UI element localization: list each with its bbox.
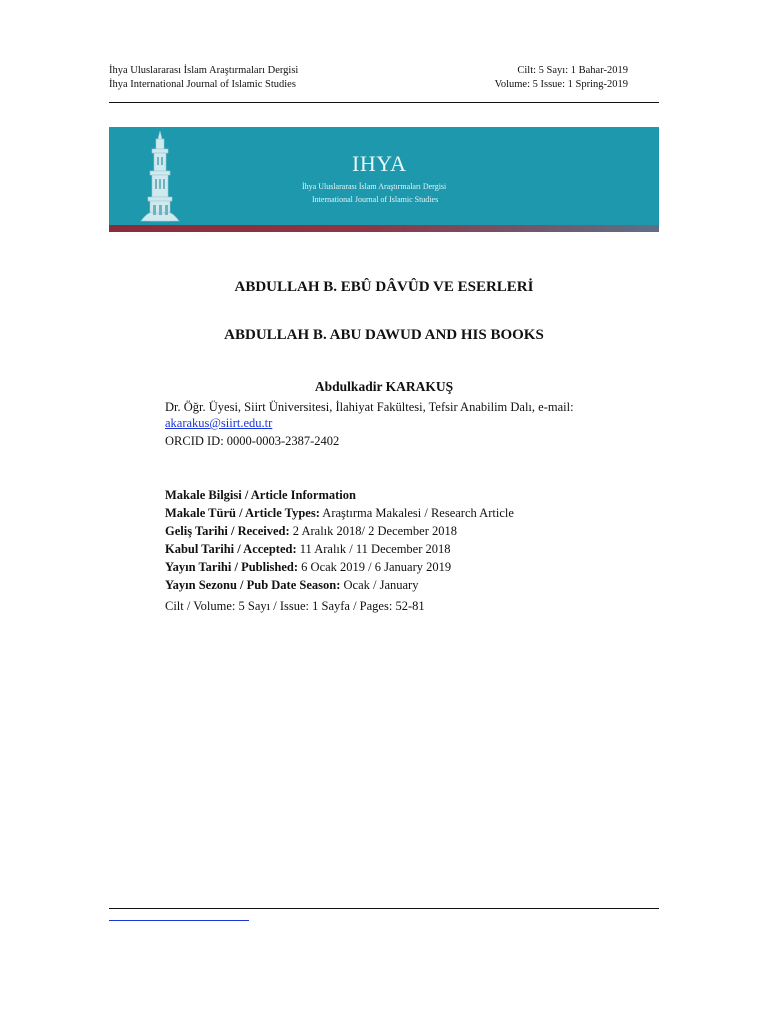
info-volume-pages: Cilt / Volume: 5 Sayı / Issue: 1 Sayfa / Pages: 52-81	[165, 599, 425, 613]
journal-name-en: İhya International Journal of Islamic Studies	[109, 79, 296, 90]
header-divider	[109, 102, 659, 103]
author-orcid: ORCID ID: 0000-0003-2387-2402	[165, 434, 340, 448]
author-affiliation: Dr. Öğr. Üyesi, Siirt Üniversitesi, İlahiyat Fakültesi, Tefsir Anabilim Dalı, e-mail:	[165, 400, 574, 414]
banner-title: IHYA	[352, 151, 407, 176]
journal-name-header	[109, 64, 298, 92]
minaret-logo-icon	[139, 131, 181, 223]
journal-banner	[109, 127, 659, 232]
article-title-en: ABDULLAH B. ABU DAWUD AND HIS BOOKS	[224, 327, 544, 343]
footnote-link-underline[interactable]	[109, 920, 249, 921]
info-received: Geliş Tarihi / Received: 2 Aralık 2018/ 2 December 2018	[165, 524, 457, 538]
info-accepted: Kabul Tarihi / Accepted: 11 Aralık / 11 December 2018	[165, 542, 451, 556]
info-season: Yayın Sezonu / Pub Date Season: Ocak / January	[165, 578, 419, 592]
author-name: Abdulkadir KARAKUŞ	[314, 379, 454, 394]
issue-info-en: Volume: 5 Issue: 1 Spring-2019	[494, 79, 628, 90]
issue-info-tr: Cilt: 5 Sayı: 1 Bahar-2019	[517, 65, 628, 76]
banner-subtitle-tr: İhya Uluslararası İslam Araştırmaları Dergisi	[302, 182, 447, 191]
info-published: Yayın Tarihi / Published: 6 Ocak 2019 / 6 January 2019	[165, 560, 452, 574]
author-email-link[interactable]: akarakus@siirt.edu.tr	[165, 416, 273, 430]
banner-subtitle-en: International Journal of Islamic Studies	[312, 195, 439, 204]
info-article-type: Makale Türü / Article Types: Araştırma Makalesi / Research Article	[165, 506, 514, 520]
info-heading: Makale Bilgisi / Article Information	[165, 488, 356, 502]
banner-bottom-strip	[109, 225, 659, 232]
issue-info-header	[486, 64, 628, 92]
journal-name-tr: İhya Uluslararası İslam Araştırmaları Dergisi	[109, 65, 299, 76]
footnote-divider	[109, 908, 659, 909]
article-title-tr: ABDULLAH B. EBÛ DÂVÛD VE ESERLERİ	[234, 279, 534, 295]
